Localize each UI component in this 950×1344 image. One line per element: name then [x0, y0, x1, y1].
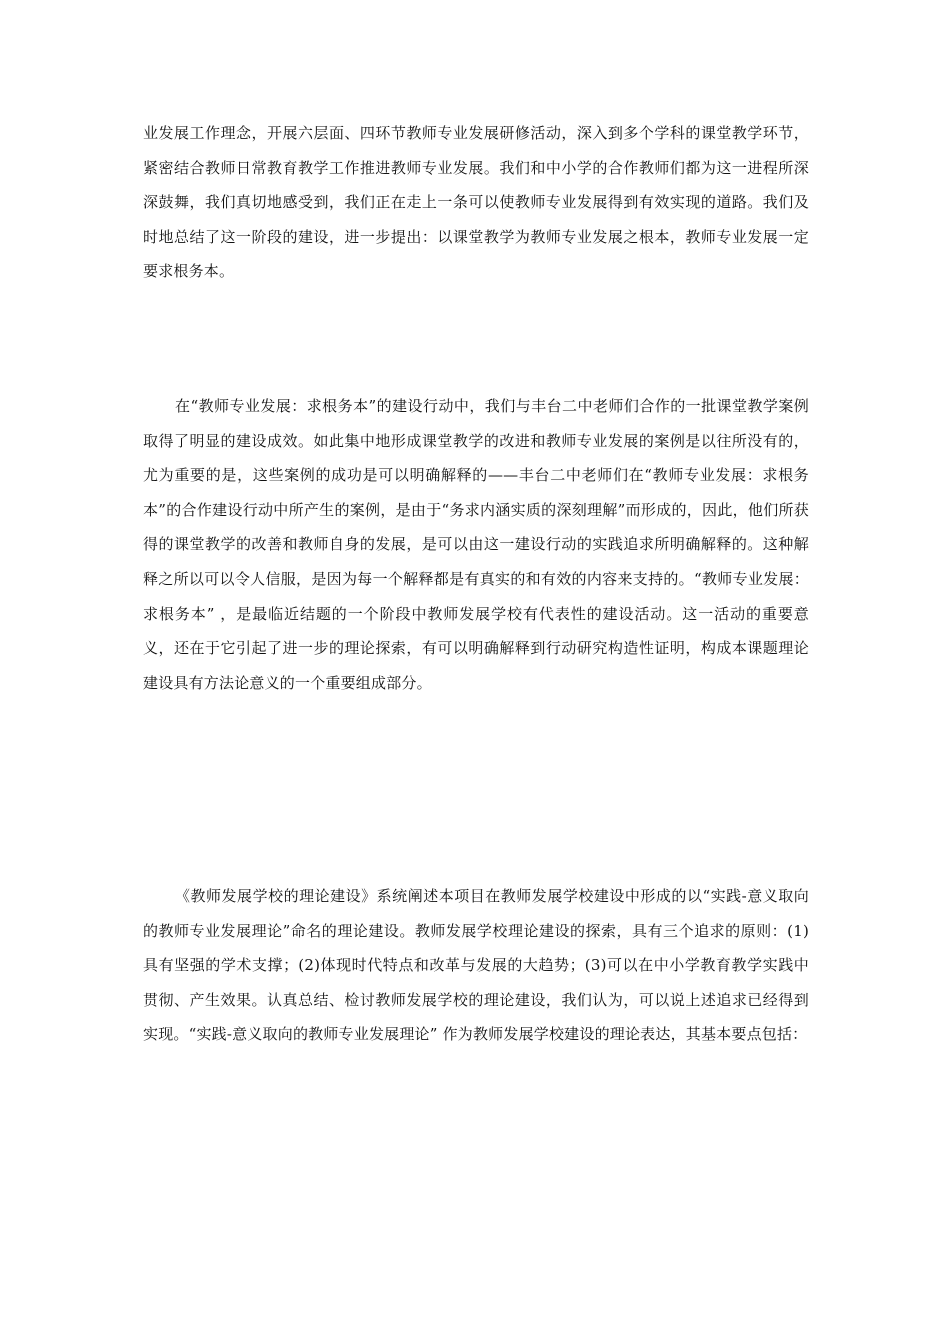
paragraph-theory-building: 《教师发展学校的理论建设》系统阐述本项目在教师发展学校建设中形成的以“实践-意义取向的教师专业发展理论”命名的理论建设。教师发展学校理论建设的探索，具有三个追求的原则：(1)具有坚强的学术支撑；(2)体现时代特点和改革与发展的大趋势；(3)可以在中小学教育教学实践中贯彻、产生效果。认真总结、检讨教师发展学校的理论建设，我们认为，可以说上述追求已经得到实现。“实践-意义取向的教师专业发展理论” 作为教师发展学校建设的理论表达，其基本要点包括：	[143, 887, 809, 1044]
paragraph-case-results: 在“教师专业发展：求根务本”的建设行动中，我们与丰台二中老师们合作的一批课堂教学案例取得了明显的建设成效。如此集中地形成课堂教学的改进和教师专业发展的案例是以往所没有的，尤为重要的是，这些案例的成功是可以明确解释的——丰台二中老师们在“教师专业发展：求根务本”的合作建设行动中所产生的案例，是由于“务求内涵实质的深刻理解”而形成的，因此，他们所获得的课堂教学的改善和教师自身的发展，是可以由这一建设行动的实践追求所明确解释的。这种解释之所以可以令人信服，是因为每一个解释都是有真实的和有效的内容来支持的。“教师专业发展：求根务本” ，是最临近结题的一个阶段中教师发展学校有代表性的建设活动。这一活动的重要意义，还在于它引起了进一步的理论探索，有可以明确解释到行动研究构造性证明，构成本课题理论建设具有方法论意义的一个重要组成部分。	[143, 397, 809, 692]
paragraph-continuation: 业发展工作理念，开展六层面、四环节教师专业发展研修活动，深入到多个学科的课堂教学环节，紧密结合教师日常教育教学工作推进教师专业发展。我们和中小学的合作教师们都为这一进程所深深鼓舞，我们真切地感受到，我们正在走上一条可以使教师专业发展得到有效实现的道路。我们及时地总结了这一阶段的建设，进一步提出：以课堂教学为教师专业发展之根本，教师专业发展一定要求根务本。	[143, 124, 809, 281]
